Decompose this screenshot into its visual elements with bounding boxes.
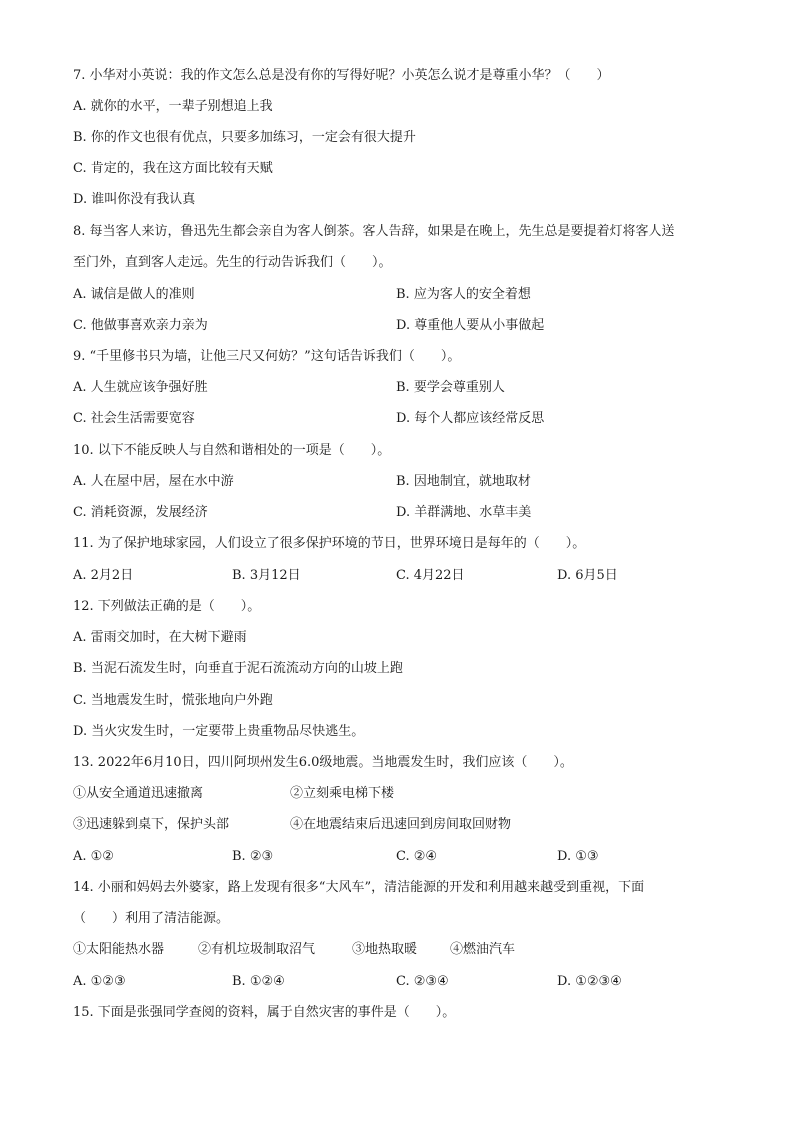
q14-stem-line2: （ ）利用了清洁能源。 bbox=[73, 911, 230, 926]
q13-option-c: C. ②④ bbox=[396, 849, 438, 864]
q12-option-b: B. 当泥石流发生时，向垂直于泥石流流动方向的山坡上跑 bbox=[73, 661, 403, 676]
q13-option-d: D. ①③ bbox=[557, 849, 599, 864]
q14-option-a: A. ①②③ bbox=[73, 974, 126, 989]
q14-statement-4: ④燃油汽车 bbox=[450, 942, 516, 957]
q14-statement-1: ①太阳能热水器 bbox=[73, 942, 165, 957]
q7-option-d: D. 谁叫你没有我认真 bbox=[73, 192, 196, 207]
q10-option-c: C. 消耗资源，发展经济 bbox=[73, 505, 208, 520]
q11-option-a: A. 2月2日 bbox=[73, 568, 134, 583]
q13-statement-1: ①从安全通道迅速撤离 bbox=[73, 786, 204, 801]
q15-stem: 15. 下面是张强同学查阅的资料，属于自然灾害的事件是（ ）。 bbox=[73, 1005, 456, 1020]
q8-stem-line1: 8. 每当客人来访，鲁迅先生都会亲自为客人倒茶。客人告辞，如果是在晚上，先生总是要提着灯将客人送 bbox=[73, 224, 675, 239]
q13-statement-4: ④在地震结束后迅速回到房间取回财物 bbox=[290, 817, 512, 832]
q14-statement-2: ②有机垃圾制取沼气 bbox=[198, 942, 316, 957]
q7-option-b: B. 你的作文也很有优点，只要多加练习，一定会有很大提升 bbox=[73, 130, 416, 145]
q9-option-d: D. 每个人都应该经常反思 bbox=[396, 411, 545, 426]
q7-option-a: A. 就你的水平，一辈子别想追上我 bbox=[73, 99, 273, 114]
q11-option-d: D. 6月5日 bbox=[557, 568, 618, 583]
q7-option-c: C. 肯定的，我在这方面比较有天赋 bbox=[73, 161, 273, 176]
q9-option-a: A. 人生就应该争强好胜 bbox=[73, 380, 208, 395]
q10-stem: 10. 以下不能反映人与自然和谐相处的一项是（ ）。 bbox=[73, 443, 391, 458]
q13-stem: 13. 2022年6月10日，四川阿坝州发生6.0级地震。当地震发生时，我们应该（ ）。 bbox=[73, 755, 573, 770]
q8-option-b: B. 应为客人的安全着想 bbox=[396, 287, 531, 302]
q12-stem: 12. 下列做法正确的是（ ）。 bbox=[73, 599, 261, 614]
q7-stem: 7. 小华对小英说：我的作文怎么总是没有你的写得好呢？小英怎么说才是尊重小华？（ ） bbox=[73, 68, 610, 83]
q8-option-d: D. 尊重他人要从小事做起 bbox=[396, 318, 545, 333]
q14-option-d: D. ①②③④ bbox=[557, 974, 622, 989]
q13-option-a: A. ①② bbox=[73, 849, 114, 864]
q11-option-b: B. 3月12日 bbox=[232, 568, 301, 583]
q9-option-b: B. 要学会尊重别人 bbox=[396, 380, 505, 395]
q14-option-b: B. ①②④ bbox=[232, 974, 285, 989]
q12-option-c: C. 当地震发生时，慌张地向户外跑 bbox=[73, 693, 273, 708]
q8-stem-line2: 至门外，直到客人走远。先生的行动告诉我们（ ）。 bbox=[73, 255, 392, 270]
q10-option-a: A. 人在屋中居，屋在水中游 bbox=[73, 474, 234, 489]
q9-option-c: C. 社会生活需要宽容 bbox=[73, 411, 195, 426]
q13-statement-2: ②立刻乘电梯下楼 bbox=[290, 786, 395, 801]
q8-option-c: C. 他做事喜欢亲力亲为 bbox=[73, 318, 208, 333]
q14-statement-3: ③地热取暖 bbox=[352, 942, 418, 957]
q11-stem: 11. 为了保护地球家园，人们设立了很多保护环境的节日，世界环境日是每年的（ ）。 bbox=[73, 536, 586, 551]
q8-option-a: A. 诚信是做人的准则 bbox=[73, 287, 195, 302]
q11-option-c: C. 4月22日 bbox=[396, 568, 465, 583]
q12-option-d: D. 当火灾发生时，一定要带上贵重物品尽快逃生。 bbox=[73, 724, 365, 739]
q14-stem-line1: 14. 小丽和妈妈去外婆家，路上发现有很多“大风车”，清洁能源的开发和利用越来越受到重视，下面 bbox=[73, 880, 645, 895]
q12-option-a: A. 雷雨交加时，在大树下避雨 bbox=[73, 630, 247, 645]
q13-statement-3: ③迅速躲到桌下，保护头部 bbox=[73, 817, 230, 832]
q10-option-d: D. 羊群满地、水草丰美 bbox=[396, 505, 532, 520]
q9-stem: 9. “千里修书只为墙，让他三尺又何妨？”这句话告诉我们（ ）。 bbox=[73, 349, 461, 364]
q14-option-c: C. ②③④ bbox=[396, 974, 449, 989]
q10-option-b: B. 因地制宜，就地取材 bbox=[396, 474, 531, 489]
q13-option-b: B. ②③ bbox=[232, 849, 274, 864]
